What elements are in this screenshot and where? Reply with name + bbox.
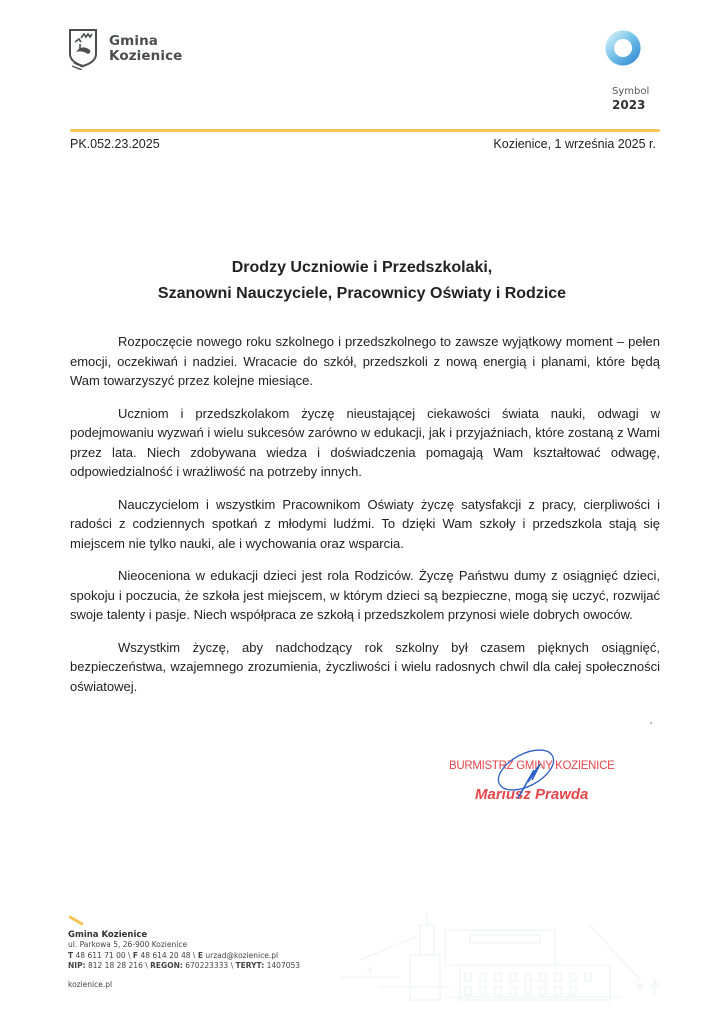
paragraph: Uczniom i przedszkolakom życzę nieustającej ciekawości świata nauki, odwagi w podejmowaniu wyzwań i wielu sukcesów zarówno w edukacji, jak i przyjaźniach, które zostaną z Wami przez lata. Niech zdobywana wiedza i doświadczenia pomagają Wam kształtować odwagę, odpowiedzialność i wrażliwość na potrzeby innych.	[70, 405, 660, 479]
regon-label: REGON:	[150, 961, 183, 970]
footer-address: ul. Parkowa 5, 26-900 Kozienice	[68, 940, 188, 949]
header-divider	[70, 129, 660, 132]
signature-name: Mariusz Prawda	[475, 786, 589, 803]
symbol-label: Symbol	[612, 86, 650, 97]
symbol-year: 2023	[612, 98, 646, 112]
reference-number: PK.052.23.2025	[70, 137, 160, 151]
scan-speck	[650, 722, 652, 724]
symbol-ring-icon	[604, 29, 642, 67]
crest-icon	[68, 28, 98, 70]
footer-org-name: Gmina Kozienice	[68, 930, 148, 940]
paragraph: Nauczycielom i wszystkim Pracownikom Oświaty życzę satysfakcji z pracy, cierpliwości i radości z codziennych spotkań z młodymi ludźmi. To dzięki Wam szkoły i przedszkola stają się miejscem nie tylko nauki, ale i wychowania oraz wsparcia.	[70, 496, 660, 551]
footer-ids: NIP: 812 18 28 216 \ REGON: 670223333 \ TERYT: 1407053	[68, 961, 301, 970]
email-label: E	[197, 950, 203, 960]
letter-heading	[0, 255, 724, 307]
nip-label: NIP:	[68, 961, 86, 970]
place-date: Kozienice, 1 września 2025 r.	[493, 137, 656, 151]
footer-phones: T 48 611 71 00 \ F 48 614 20 48 \ E urzad@kozienice.pl	[68, 950, 279, 960]
footer-accent-mark	[68, 915, 83, 926]
nip-value: 812 18 28 216	[87, 961, 143, 970]
logo-line-2: Kozienice	[109, 48, 183, 64]
phone-value: 48 611 71 00	[75, 950, 126, 960]
signature-title: BURMISTRZ GMINY KOZIENICE	[449, 760, 615, 772]
gmina-logo	[68, 28, 182, 70]
paragraph: Nieoceniona w edukacji dzieci jest rola Rodziców. Życzę Państwu dumy z osiągnięć dzieci, spokoju i poczucia, że szkoła jest miejscem, w którym dzieci są bezpieczne, mogą się uczyć, rozwijać swoje talenty i pasje. Niech współpraca ze szkołą i przedszkolem przynosi wiele dobrych owoców.	[70, 568, 660, 622]
paragraph: Rozpoczęcie nowego roku szkolnego i przedszkolnego to zawsze wyjątkowy moment – pełen emocji, oczekiwań i nadziei. Wracacie do szkół, przedszkoli z nową energią i planami, które będą Wam towarzyszyć przez kolejne miesiące.	[70, 334, 660, 388]
fax-label: F	[132, 950, 139, 960]
regon-value: 670223333	[185, 961, 229, 970]
logo-line-1: Gmina	[109, 33, 158, 49]
teryt-label: TERYT:	[235, 961, 265, 970]
letter-body	[70, 332, 660, 709]
footer-website-link[interactable]: kozienice.pl	[68, 979, 113, 989]
email-link[interactable]: urzad@kozienice.pl	[205, 950, 279, 960]
phone-label: T	[68, 950, 74, 960]
logo-text	[109, 34, 182, 64]
heading-line-2: Szanowni Nauczyciele, Pracownicy Oświaty i Rodzice	[157, 285, 567, 302]
heading-line-1: Drodzy Uczniowie i Przedszkolaki,	[231, 259, 493, 276]
fax-value: 48 614 20 48	[140, 950, 191, 960]
footer-contact	[68, 919, 300, 989]
handwritten-signature-icon	[488, 740, 568, 812]
town-hall-illustration-icon	[340, 905, 670, 1005]
teryt-value: 1407053	[266, 961, 301, 970]
paragraph: Wszystkim życzę, aby nadchodzący rok szkolny był czasem pięknych osiągnięć, bezpieczeństwa, wzajemnego zrozumienia, życzliwości i wielu radosnych chwil dla całej społeczności oświatowej.	[70, 639, 660, 694]
